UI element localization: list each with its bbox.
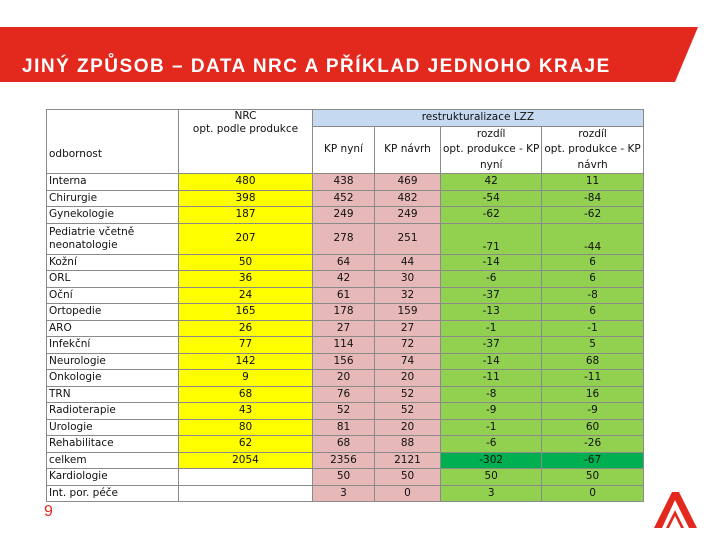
cell-rozdil-nyni: -13 [441,304,542,321]
cell-nrc [179,485,313,502]
header-odbornost [47,110,179,174]
cell-kp-navrh: 50 [375,469,441,486]
table-row [47,386,644,403]
cell-kp-nyni: 27 [313,320,375,337]
cell-kp-nyni: 68 [313,436,375,453]
cell-nrc: 68 [179,386,313,403]
row-label: Kardiologie [47,469,179,486]
row-label: TRN [47,386,179,403]
cell-kp-navrh: 30 [375,271,441,288]
cell-rozdil-nyni: -8 [441,386,542,403]
row-label: Neurologie [47,353,179,370]
row-label: Radioterapie [47,403,179,420]
cell-rozdil-nyni: 3 [441,485,542,502]
cell-rozdil-nyni: -14 [441,254,542,271]
cell-kp-nyni: 20 [313,370,375,387]
cell-nrc: 26 [179,320,313,337]
cell-rozdil-navrh: 50 [542,469,643,486]
page-number: 9 [44,503,53,520]
header-rozdil-nyni-l1: rozdíl [476,127,506,140]
header-rozdil-nyni-l3: nyní [479,158,503,171]
cell-nrc: 50 [179,254,313,271]
cell-kp-nyni: 52 [313,403,375,420]
table-row [47,469,644,486]
table-row [47,419,644,436]
cell-rozdil-navrh: 0 [542,485,643,502]
cell-kp-nyni: 42 [313,271,375,288]
cell-rozdil-nyni: -37 [441,287,542,304]
page-title: JINÝ ZPŮSOB – DATA NRC A PŘÍKLAD JEDNOHO KRAJE [22,56,611,77]
table-row [47,320,644,337]
header-rozdil-nyni-l2: opt. produkce - KP [443,143,540,155]
cell-rozdil-nyni: -302 [441,452,542,469]
cell-kp-nyni: 2356 [313,452,375,469]
cell-kp-navrh: 251 [375,223,441,254]
cell-rozdil-navrh: -26 [542,436,643,453]
table-row [47,452,644,469]
cell-kp-navrh: 52 [375,403,441,420]
row-label-line1: Pediatrie včetně [49,225,135,238]
header-nrc-sub: opt. podle produkce [192,123,299,135]
table-row [47,370,644,387]
cell-rozdil-navrh: 16 [542,386,643,403]
cell-nrc: 207 [179,223,313,254]
header-nrc-label: NRC [234,110,257,122]
table-row [47,223,644,254]
cell-rozdil-nyni: -11 [441,370,542,387]
table-row [47,337,644,354]
cell-kp-navrh: 469 [375,174,441,191]
cell-rozdil-nyni: -54 [441,190,542,207]
cell-rozdil-navrh: 5 [542,337,643,354]
cell-kp-nyni: 249 [313,207,375,224]
cell-nrc: 398 [179,190,313,207]
row-label: Gynekologie [47,207,179,224]
table-row [47,190,644,207]
cell-kp-nyni: 3 [313,485,375,502]
table-row [47,304,644,321]
row-label: Rehabilitace [47,436,179,453]
row-label: ORL [47,271,179,288]
table-row [47,207,644,224]
cell-kp-navrh: 52 [375,386,441,403]
table-row [47,485,644,502]
cell-nrc: 2054 [179,452,313,469]
cell-kp-navrh: 32 [375,287,441,304]
cell-kp-nyni: 76 [313,386,375,403]
row-label [47,223,179,254]
cell-kp-navrh: 74 [375,353,441,370]
cell-rozdil-nyni: -6 [441,271,542,288]
row-label: Oční [47,287,179,304]
cell-nrc: 77 [179,337,313,354]
cell-kp-navrh: 20 [375,370,441,387]
cell-nrc [179,469,313,486]
cell-nrc: 62 [179,436,313,453]
cell-kp-navrh: 20 [375,419,441,436]
cell-rozdil-navrh: 6 [542,254,643,271]
cell-kp-navrh: 482 [375,190,441,207]
cell-kp-nyni: 438 [313,174,375,191]
cell-rozdil-nyni: -37 [441,337,542,354]
cell-nrc: 36 [179,271,313,288]
header-rozdil-nyni [441,126,542,174]
table-row [47,436,644,453]
cell-rozdil-navrh: 60 [542,419,643,436]
cell-kp-nyni: 156 [313,353,375,370]
header-rozdil-navrh-l1: rozdíl [578,127,607,140]
table-row [47,254,644,271]
row-label-line2: neonatologie [49,238,118,251]
table-body [47,110,644,502]
cell-nrc: 43 [179,403,313,420]
header-rozdil-navrh-l3: návrh [577,158,608,171]
data-table [46,109,644,502]
row-label: celkem [47,452,179,469]
cell-nrc: 480 [179,174,313,191]
cell-nrc: 165 [179,304,313,321]
table-row [47,287,644,304]
cell-rozdil-nyni: -6 [441,436,542,453]
cell-rozdil-navrh: -44 [542,223,643,254]
cell-rozdil-navrh: -8 [542,287,643,304]
cell-rozdil-navrh: -1 [542,320,643,337]
row-label: Ortopedie [47,304,179,321]
cell-kp-navrh: 159 [375,304,441,321]
cell-rozdil-nyni: -62 [441,207,542,224]
cell-kp-navrh: 88 [375,436,441,453]
cell-kp-nyni: 278 [313,223,375,254]
cell-kp-navrh: 249 [375,207,441,224]
cell-kp-navrh: 44 [375,254,441,271]
cell-kp-nyni: 114 [313,337,375,354]
cell-kp-nyni: 61 [313,287,375,304]
cell-nrc: 80 [179,419,313,436]
header-restrukturalizace: restrukturalizace LZZ [313,110,644,127]
cell-nrc: 24 [179,287,313,304]
cell-kp-navrh: 27 [375,320,441,337]
table-row [47,403,644,420]
row-label: Interna [47,174,179,191]
cell-kp-navrh: 0 [375,485,441,502]
cell-kp-nyni: 452 [313,190,375,207]
cell-nrc: 142 [179,353,313,370]
cell-rozdil-navrh: -9 [542,403,643,420]
cell-kp-navrh: 2121 [375,452,441,469]
cell-kp-nyni: 81 [313,419,375,436]
header-nrc [179,110,313,174]
cell-rozdil-navrh: -84 [542,190,643,207]
brand-logo-icon [652,490,702,535]
header-rozdil-navrh [542,126,643,174]
cell-rozdil-nyni: -9 [441,403,542,420]
cell-rozdil-navrh: -62 [542,207,643,224]
row-label: Int. por. péče [47,485,179,502]
cell-rozdil-nyni: 42 [441,174,542,191]
table-row [47,353,644,370]
cell-rozdil-navrh: 68 [542,353,643,370]
cell-rozdil-navrh: 6 [542,271,643,288]
row-label: Kožní [47,254,179,271]
row-label: Infekční [47,337,179,354]
cell-kp-navrh: 72 [375,337,441,354]
header-rozdil-navrh-l2: opt. produkce - KP [544,143,641,155]
header-kp-nyni: KP nyní [313,126,375,174]
cell-rozdil-nyni: -14 [441,353,542,370]
cell-rozdil-nyni: -1 [441,320,542,337]
row-label: Urologie [47,419,179,436]
cell-rozdil-navrh: -11 [542,370,643,387]
cell-rozdil-navrh: -67 [542,452,643,469]
row-label: Onkologie [47,370,179,387]
header-odbornost-label: odbornost [49,148,102,160]
cell-rozdil-nyni: -71 [441,223,542,254]
table-row [47,174,644,191]
cell-kp-nyni: 50 [313,469,375,486]
row-label: Chirurgie [47,190,179,207]
cell-rozdil-nyni: 50 [441,469,542,486]
cell-nrc: 187 [179,207,313,224]
cell-nrc: 9 [179,370,313,387]
cell-rozdil-navrh: 6 [542,304,643,321]
cell-kp-nyni: 64 [313,254,375,271]
table-row [47,271,644,288]
row-label: ARO [47,320,179,337]
cell-rozdil-nyni: -1 [441,419,542,436]
header-kp-navrh: KP návrh [375,126,441,174]
cell-kp-nyni: 178 [313,304,375,321]
header-row-1 [47,110,644,127]
cell-rozdil-navrh: 11 [542,174,643,191]
